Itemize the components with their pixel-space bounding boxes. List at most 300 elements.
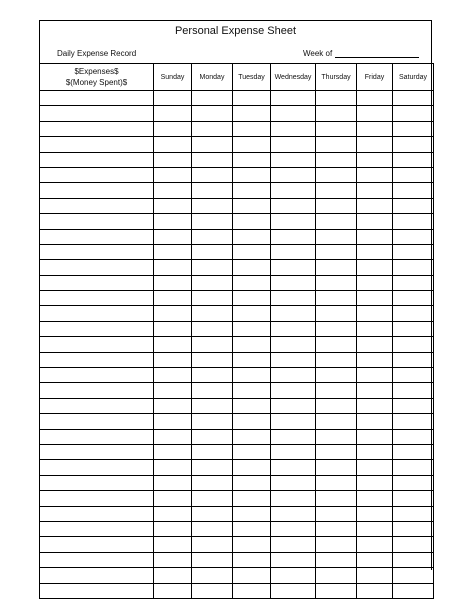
- amount-cell[interactable]: [393, 275, 434, 290]
- amount-cell[interactable]: [393, 337, 434, 352]
- amount-cell[interactable]: [154, 167, 192, 182]
- amount-cell[interactable]: [271, 429, 316, 444]
- expense-cell[interactable]: [40, 352, 154, 367]
- day-header-thursday: Thursday: [316, 64, 357, 91]
- amount-cell[interactable]: [233, 260, 271, 275]
- amount-cell[interactable]: [357, 460, 393, 475]
- amount-cell[interactable]: [316, 568, 357, 583]
- amount-cell[interactable]: [393, 552, 434, 567]
- amount-cell[interactable]: [233, 537, 271, 552]
- amount-cell[interactable]: [154, 398, 192, 413]
- amount-cell[interactable]: [192, 198, 233, 213]
- amount-cell[interactable]: [316, 137, 357, 152]
- week-of-field: [303, 49, 419, 58]
- table-row: [40, 198, 434, 213]
- amount-cell[interactable]: [233, 414, 271, 429]
- amount-cell[interactable]: [393, 137, 434, 152]
- expense-cell[interactable]: [40, 137, 154, 152]
- amount-cell[interactable]: [357, 352, 393, 367]
- table-row: [40, 368, 434, 383]
- amount-cell[interactable]: [154, 537, 192, 552]
- amount-cell[interactable]: [233, 352, 271, 367]
- amount-cell[interactable]: [154, 152, 192, 167]
- amount-cell[interactable]: [233, 383, 271, 398]
- amount-cell[interactable]: [357, 121, 393, 136]
- amount-cell[interactable]: [154, 583, 192, 598]
- table-row: [40, 568, 434, 583]
- table-row: [40, 229, 434, 244]
- amount-cell[interactable]: [192, 137, 233, 152]
- expense-cell[interactable]: [40, 291, 154, 306]
- amount-cell[interactable]: [154, 198, 192, 213]
- amount-cell[interactable]: [233, 91, 271, 106]
- amount-cell[interactable]: [154, 291, 192, 306]
- amount-cell[interactable]: [271, 444, 316, 459]
- amount-cell[interactable]: [316, 475, 357, 490]
- header-row: [40, 64, 434, 91]
- expense-cell[interactable]: [40, 475, 154, 490]
- table-row: [40, 183, 434, 198]
- amount-cell[interactable]: [192, 475, 233, 490]
- amount-cell[interactable]: [393, 583, 434, 598]
- day-header-friday: Friday: [357, 64, 393, 91]
- amount-cell[interactable]: [192, 491, 233, 506]
- amount-cell[interactable]: [233, 106, 271, 121]
- amount-cell[interactable]: [271, 398, 316, 413]
- amount-cell[interactable]: [316, 229, 357, 244]
- amount-cell[interactable]: [357, 167, 393, 182]
- amount-cell[interactable]: [192, 460, 233, 475]
- amount-cell[interactable]: [393, 368, 434, 383]
- week-of-blank[interactable]: [335, 49, 419, 58]
- amount-cell[interactable]: [192, 91, 233, 106]
- amount-cell[interactable]: [316, 214, 357, 229]
- amount-cell[interactable]: [192, 368, 233, 383]
- amount-cell[interactable]: [233, 198, 271, 213]
- amount-cell[interactable]: [154, 429, 192, 444]
- amount-cell[interactable]: [271, 383, 316, 398]
- amount-cell[interactable]: [154, 229, 192, 244]
- amount-cell[interactable]: [357, 429, 393, 444]
- amount-cell[interactable]: [357, 383, 393, 398]
- table-row: [40, 244, 434, 259]
- amount-cell[interactable]: [357, 398, 393, 413]
- amount-cell[interactable]: [192, 583, 233, 598]
- amount-cell[interactable]: [316, 583, 357, 598]
- amount-cell[interactable]: [233, 183, 271, 198]
- amount-cell[interactable]: [271, 167, 316, 182]
- amount-cell[interactable]: [316, 352, 357, 367]
- expense-cell[interactable]: [40, 398, 154, 413]
- amount-cell[interactable]: [357, 552, 393, 567]
- amount-cell[interactable]: [192, 398, 233, 413]
- amount-cell[interactable]: [154, 491, 192, 506]
- amount-cell[interactable]: [357, 137, 393, 152]
- amount-cell[interactable]: [154, 321, 192, 336]
- amount-cell[interactable]: [316, 368, 357, 383]
- amount-cell[interactable]: [154, 91, 192, 106]
- amount-cell[interactable]: [393, 460, 434, 475]
- amount-cell[interactable]: [192, 414, 233, 429]
- table-row: [40, 291, 434, 306]
- amount-cell[interactable]: [154, 121, 192, 136]
- amount-cell[interactable]: [192, 229, 233, 244]
- amount-cell[interactable]: [316, 183, 357, 198]
- amount-cell[interactable]: [271, 491, 316, 506]
- amount-cell[interactable]: [192, 352, 233, 367]
- amount-cell[interactable]: [233, 152, 271, 167]
- table-row: [40, 583, 434, 598]
- table-row: [40, 398, 434, 413]
- amount-cell[interactable]: [233, 398, 271, 413]
- table-row: [40, 383, 434, 398]
- amount-cell[interactable]: [357, 214, 393, 229]
- amount-cell[interactable]: [357, 337, 393, 352]
- amount-cell[interactable]: [357, 444, 393, 459]
- amount-cell[interactable]: [357, 321, 393, 336]
- amount-cell[interactable]: [154, 475, 192, 490]
- expense-cell[interactable]: [40, 229, 154, 244]
- amount-cell[interactable]: [192, 106, 233, 121]
- amount-cell[interactable]: [233, 368, 271, 383]
- amount-cell[interactable]: [393, 444, 434, 459]
- amount-cell[interactable]: [316, 337, 357, 352]
- amount-cell[interactable]: [316, 306, 357, 321]
- amount-cell[interactable]: [233, 429, 271, 444]
- amount-cell[interactable]: [271, 244, 316, 259]
- amount-cell[interactable]: [393, 352, 434, 367]
- amount-cell[interactable]: [271, 475, 316, 490]
- table-row: [40, 475, 434, 490]
- expense-cell[interactable]: [40, 91, 154, 106]
- amount-cell[interactable]: [192, 121, 233, 136]
- amount-cell[interactable]: [192, 152, 233, 167]
- amount-cell[interactable]: [271, 337, 316, 352]
- table-row: [40, 491, 434, 506]
- amount-cell[interactable]: [316, 291, 357, 306]
- table-row: [40, 121, 434, 136]
- amount-cell[interactable]: [154, 414, 192, 429]
- amount-cell[interactable]: [316, 414, 357, 429]
- amount-cell[interactable]: [316, 521, 357, 536]
- amount-cell[interactable]: [192, 260, 233, 275]
- expense-cell[interactable]: [40, 383, 154, 398]
- expense-cell[interactable]: [40, 183, 154, 198]
- amount-cell[interactable]: [192, 506, 233, 521]
- amount-cell[interactable]: [271, 91, 316, 106]
- amount-cell[interactable]: [233, 291, 271, 306]
- expense-cell[interactable]: [40, 491, 154, 506]
- amount-cell[interactable]: [393, 106, 434, 121]
- amount-cell[interactable]: [357, 106, 393, 121]
- amount-cell[interactable]: [357, 537, 393, 552]
- amount-cell[interactable]: [271, 306, 316, 321]
- amount-cell[interactable]: [357, 475, 393, 490]
- amount-cell[interactable]: [233, 275, 271, 290]
- amount-cell[interactable]: [192, 306, 233, 321]
- amount-cell[interactable]: [316, 91, 357, 106]
- amount-cell[interactable]: [357, 306, 393, 321]
- amount-cell[interactable]: [316, 398, 357, 413]
- amount-cell[interactable]: [357, 491, 393, 506]
- amount-cell[interactable]: [316, 444, 357, 459]
- amount-cell[interactable]: [271, 583, 316, 598]
- amount-cell[interactable]: [393, 321, 434, 336]
- expense-cell[interactable]: [40, 121, 154, 136]
- amount-cell[interactable]: [271, 229, 316, 244]
- amount-cell[interactable]: [393, 214, 434, 229]
- amount-cell[interactable]: [393, 506, 434, 521]
- amount-cell[interactable]: [393, 568, 434, 583]
- expenses-header-line2: $(Money Spent)$: [65, 78, 128, 87]
- amount-cell[interactable]: [154, 244, 192, 259]
- expenses-header: [40, 64, 154, 91]
- amount-cell[interactable]: [393, 183, 434, 198]
- amount-cell[interactable]: [192, 183, 233, 198]
- amount-cell[interactable]: [316, 321, 357, 336]
- amount-cell[interactable]: [316, 121, 357, 136]
- amount-cell[interactable]: [271, 537, 316, 552]
- amount-cell[interactable]: [357, 183, 393, 198]
- amount-cell[interactable]: [357, 506, 393, 521]
- amount-cell[interactable]: [393, 229, 434, 244]
- amount-cell[interactable]: [316, 383, 357, 398]
- amount-cell[interactable]: [154, 568, 192, 583]
- amount-cell[interactable]: [357, 198, 393, 213]
- table-row: [40, 167, 434, 182]
- expense-cell[interactable]: [40, 429, 154, 444]
- table-row: [40, 321, 434, 336]
- amount-cell[interactable]: [233, 167, 271, 182]
- amount-cell[interactable]: [192, 321, 233, 336]
- expense-cell[interactable]: [40, 337, 154, 352]
- amount-cell[interactable]: [393, 398, 434, 413]
- amount-cell[interactable]: [316, 506, 357, 521]
- expense-cell[interactable]: [40, 244, 154, 259]
- amount-cell[interactable]: [271, 137, 316, 152]
- amount-cell[interactable]: [393, 198, 434, 213]
- expense-cell[interactable]: [40, 260, 154, 275]
- amount-cell[interactable]: [233, 137, 271, 152]
- amount-cell[interactable]: [154, 352, 192, 367]
- amount-cell[interactable]: [192, 552, 233, 567]
- amount-cell[interactable]: [357, 229, 393, 244]
- expense-cell[interactable]: [40, 537, 154, 552]
- amount-cell[interactable]: [271, 291, 316, 306]
- amount-cell[interactable]: [154, 521, 192, 536]
- amount-cell[interactable]: [233, 460, 271, 475]
- amount-cell[interactable]: [357, 244, 393, 259]
- amount-cell[interactable]: [393, 291, 434, 306]
- amount-cell[interactable]: [271, 552, 316, 567]
- amount-cell[interactable]: [233, 321, 271, 336]
- amount-cell[interactable]: [316, 552, 357, 567]
- amount-cell[interactable]: [192, 167, 233, 182]
- amount-cell[interactable]: [233, 229, 271, 244]
- amount-cell[interactable]: [233, 552, 271, 567]
- amount-cell[interactable]: [192, 568, 233, 583]
- amount-cell[interactable]: [192, 291, 233, 306]
- amount-cell[interactable]: [154, 306, 192, 321]
- expense-cell[interactable]: [40, 198, 154, 213]
- amount-cell[interactable]: [192, 337, 233, 352]
- amount-cell[interactable]: [154, 460, 192, 475]
- amount-cell[interactable]: [357, 152, 393, 167]
- expense-cell[interactable]: [40, 552, 154, 567]
- amount-cell[interactable]: [393, 244, 434, 259]
- amount-cell[interactable]: [271, 214, 316, 229]
- expense-cell[interactable]: [40, 368, 154, 383]
- expense-cell[interactable]: [40, 321, 154, 336]
- amount-cell[interactable]: [233, 491, 271, 506]
- table-row: [40, 106, 434, 121]
- amount-cell[interactable]: [357, 291, 393, 306]
- amount-cell[interactable]: [316, 537, 357, 552]
- amount-cell[interactable]: [316, 152, 357, 167]
- amount-cell[interactable]: [271, 506, 316, 521]
- expense-table: [39, 63, 434, 599]
- amount-cell[interactable]: [233, 568, 271, 583]
- amount-cell[interactable]: [271, 198, 316, 213]
- amount-cell[interactable]: [271, 183, 316, 198]
- amount-cell[interactable]: [271, 460, 316, 475]
- amount-cell[interactable]: [192, 429, 233, 444]
- expense-cell[interactable]: [40, 152, 154, 167]
- amount-cell[interactable]: [154, 552, 192, 567]
- amount-cell[interactable]: [192, 383, 233, 398]
- day-header-monday: Monday: [192, 64, 233, 91]
- amount-cell[interactable]: [233, 214, 271, 229]
- amount-cell[interactable]: [192, 537, 233, 552]
- amount-cell[interactable]: [271, 260, 316, 275]
- amount-cell[interactable]: [233, 306, 271, 321]
- table-row: [40, 337, 434, 352]
- amount-cell[interactable]: [271, 568, 316, 583]
- expense-cell[interactable]: [40, 583, 154, 598]
- table-row: [40, 414, 434, 429]
- amount-cell[interactable]: [233, 337, 271, 352]
- amount-cell[interactable]: [271, 321, 316, 336]
- amount-cell[interactable]: [154, 506, 192, 521]
- amount-cell[interactable]: [393, 491, 434, 506]
- amount-cell[interactable]: [393, 167, 434, 182]
- amount-cell[interactable]: [357, 368, 393, 383]
- amount-cell[interactable]: [357, 260, 393, 275]
- table-row: [40, 521, 434, 536]
- amount-cell[interactable]: [154, 137, 192, 152]
- expense-cell[interactable]: [40, 568, 154, 583]
- amount-cell[interactable]: [393, 537, 434, 552]
- amount-cell[interactable]: [192, 444, 233, 459]
- amount-cell[interactable]: [233, 244, 271, 259]
- table-row: [40, 306, 434, 321]
- amount-cell[interactable]: [393, 383, 434, 398]
- amount-cell[interactable]: [233, 121, 271, 136]
- expense-cell[interactable]: [40, 444, 154, 459]
- expense-cell[interactable]: [40, 167, 154, 182]
- amount-cell[interactable]: [233, 506, 271, 521]
- amount-cell[interactable]: [192, 275, 233, 290]
- amount-cell[interactable]: [357, 91, 393, 106]
- amount-cell[interactable]: [393, 121, 434, 136]
- amount-cell[interactable]: [393, 260, 434, 275]
- expense-cell[interactable]: [40, 506, 154, 521]
- amount-cell[interactable]: [271, 275, 316, 290]
- amount-cell[interactable]: [154, 337, 192, 352]
- amount-cell[interactable]: [271, 106, 316, 121]
- table-row: [40, 214, 434, 229]
- amount-cell[interactable]: [393, 429, 434, 444]
- amount-cell[interactable]: [154, 383, 192, 398]
- page-title: Personal Expense Sheet: [174, 25, 297, 37]
- amount-cell[interactable]: [357, 568, 393, 583]
- amount-cell[interactable]: [316, 275, 357, 290]
- amount-cell[interactable]: [192, 521, 233, 536]
- amount-cell[interactable]: [393, 414, 434, 429]
- week-of-label: Week of: [303, 49, 333, 58]
- amount-cell[interactable]: [393, 306, 434, 321]
- amount-cell[interactable]: [154, 275, 192, 290]
- amount-cell[interactable]: [316, 491, 357, 506]
- amount-cell[interactable]: [393, 521, 434, 536]
- amount-cell[interactable]: [233, 521, 271, 536]
- amount-cell[interactable]: [154, 183, 192, 198]
- amount-cell[interactable]: [271, 414, 316, 429]
- amount-cell[interactable]: [233, 475, 271, 490]
- amount-cell[interactable]: [271, 121, 316, 136]
- amount-cell[interactable]: [154, 260, 192, 275]
- amount-cell[interactable]: [316, 429, 357, 444]
- amount-cell[interactable]: [393, 152, 434, 167]
- amount-cell[interactable]: [271, 521, 316, 536]
- amount-cell[interactable]: [316, 244, 357, 259]
- amount-cell[interactable]: [393, 91, 434, 106]
- table-row: [40, 352, 434, 367]
- amount-cell[interactable]: [154, 106, 192, 121]
- amount-cell[interactable]: [316, 460, 357, 475]
- amount-cell[interactable]: [233, 444, 271, 459]
- table-row: [40, 137, 434, 152]
- amount-cell[interactable]: [316, 106, 357, 121]
- amount-cell[interactable]: [271, 368, 316, 383]
- amount-cell[interactable]: [357, 414, 393, 429]
- amount-cell[interactable]: [154, 214, 192, 229]
- amount-cell[interactable]: [154, 368, 192, 383]
- amount-cell[interactable]: [271, 352, 316, 367]
- amount-cell[interactable]: [357, 583, 393, 598]
- amount-cell[interactable]: [393, 475, 434, 490]
- amount-cell[interactable]: [154, 444, 192, 459]
- table-row: [40, 460, 434, 475]
- expense-cell[interactable]: [40, 306, 154, 321]
- amount-cell[interactable]: [357, 275, 393, 290]
- expense-cell[interactable]: [40, 460, 154, 475]
- expense-cell[interactable]: [40, 414, 154, 429]
- expense-cell[interactable]: [40, 214, 154, 229]
- day-header-saturday: Saturday: [393, 64, 434, 91]
- amount-cell[interactable]: [316, 260, 357, 275]
- amount-cell[interactable]: [316, 198, 357, 213]
- amount-cell[interactable]: [316, 167, 357, 182]
- amount-cell[interactable]: [357, 521, 393, 536]
- amount-cell[interactable]: [271, 152, 316, 167]
- expense-cell[interactable]: [40, 275, 154, 290]
- expense-cell[interactable]: [40, 106, 154, 121]
- amount-cell[interactable]: [192, 214, 233, 229]
- amount-cell[interactable]: [233, 583, 271, 598]
- expense-cell[interactable]: [40, 521, 154, 536]
- amount-cell[interactable]: [192, 244, 233, 259]
